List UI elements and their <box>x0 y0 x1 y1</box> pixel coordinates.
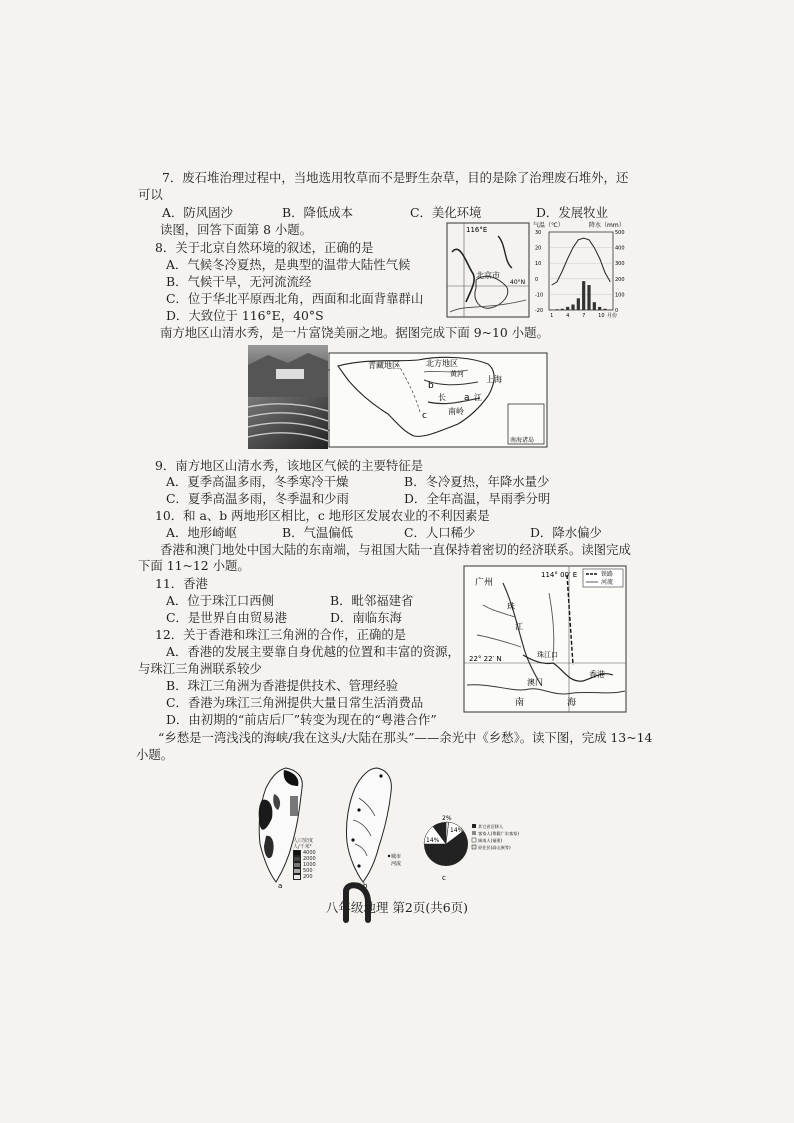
q12-option-a-line1: A．香港的发展主要靠自身优越的位置和丰富的资源， <box>166 644 460 659</box>
prd-legend-river: 河流 <box>601 579 614 586</box>
climate-right-label: 降水（mm） <box>589 222 625 229</box>
climate-frame <box>549 232 613 310</box>
q8-intro: 读图，回答下面第 8 小题。 <box>160 222 313 237</box>
china-map-a: a <box>464 393 470 403</box>
prd-macau: 澳门 <box>527 678 543 687</box>
temp-tick-label: -10 <box>535 292 544 299</box>
prd-nan: 南 <box>515 698 525 708</box>
temp-tick-label: -20 <box>535 308 544 314</box>
beijing-map-lat: 40°N <box>510 279 526 286</box>
precip-bar-month-10 <box>598 307 601 310</box>
precip-bar-month-6 <box>577 298 580 310</box>
china-map-inset: 南海诸岛 <box>510 437 535 444</box>
q7-option-c: C．美化环境 <box>410 205 482 220</box>
month-tick-label: 4 <box>566 313 570 319</box>
month-tick-label: 7 <box>582 313 586 319</box>
month-tick-label: 1 <box>550 313 554 319</box>
density-value: 4000 <box>303 850 316 856</box>
q11-option-a: A．位于珠江口西侧 <box>166 593 275 608</box>
q13-intro-line2: 小题。 <box>136 747 174 762</box>
prd-zhu: 珠 <box>507 602 515 611</box>
q12-stem: 12．关于香港和珠江三角洲的合作，正确的是 <box>155 627 407 642</box>
pearl-river-delta-map <box>463 565 627 713</box>
q10-option-c: C．人口稀少 <box>404 525 476 540</box>
precip-bar-month-11 <box>603 309 606 310</box>
china-map-qingzang: 青藏地区 <box>368 361 400 370</box>
temp-tick-label: 10 <box>535 261 542 268</box>
precip-bar-month-8 <box>587 285 590 310</box>
precip-bar-month-5 <box>571 305 574 310</box>
china-map-jiang: 江 <box>474 393 482 402</box>
q12-option-c: C．香港为珠江三角洲提供大量日常生活消费品 <box>166 695 424 710</box>
precip-bar-month-3 <box>561 309 564 310</box>
q10-option-d: D．降水偏少 <box>530 525 602 540</box>
precip-bar-month-4 <box>566 307 569 310</box>
q8-stem: 8．关于北京自然环境的叙述，正确的是 <box>155 240 374 255</box>
q9-stem: 9．南方地区山清水秀，该地区气候的主要特征是 <box>155 458 424 473</box>
precip-tick-label: 300 <box>615 261 625 268</box>
pie-legend-4: 原住民(高山族等) <box>478 845 511 850</box>
prd-hk: 香港 <box>589 670 605 679</box>
temp-tick-label: 20 <box>535 245 542 252</box>
density-value: 500 <box>303 868 313 874</box>
density-title: 人口密度 <box>293 838 314 844</box>
precip-tick-label: 500 <box>615 230 625 236</box>
pie-legend-3: 闽南人(福建) <box>478 838 503 843</box>
q10-option-a: A．地形崎岖 <box>166 525 237 540</box>
china-map-huang: 黄河 <box>450 370 464 378</box>
climate-chart <box>533 218 633 320</box>
precip-bar-month-7 <box>582 281 585 310</box>
density-value: 2000 <box>303 856 316 862</box>
q11-option-d: D．南临东海 <box>330 610 402 625</box>
q9-option-a: A．夏季高温多雨，冬季寒冷干燥 <box>166 474 349 489</box>
q13-intro-line1: “乡愁是一湾浅浅的海峡/我在这头/大陆在那头”——余光中《乡愁》。读下图，完成 13~14 <box>158 730 653 745</box>
month-tick-label: 10 <box>598 313 605 319</box>
q7-stem-line1: 7．废石堆治理过程中，当地选用牧草而不是野生杂草，目的是除了治理废石堆外，还 <box>162 170 629 185</box>
temp-tick-label: 0 <box>535 276 539 283</box>
beijing-map <box>446 222 530 318</box>
q8-option-b: B．气候干旱，无河流流经 <box>166 274 312 289</box>
precip-bar-month-2 <box>555 309 558 310</box>
q7-option-b: B．降低成本 <box>282 205 354 220</box>
q8-option-a: A．气候冬冷夏热，是典型的温带大陆性气候 <box>166 257 411 272</box>
taiwan-c-label: c <box>442 874 446 882</box>
prd-river-mouth: 珠江口 <box>537 651 558 659</box>
terrace-photos <box>248 345 328 449</box>
china-map-north: 北方地区 <box>426 359 458 368</box>
q9-option-d: D．全年高温，旱雨季分明 <box>404 491 551 506</box>
q7-stem-line2: 可以 <box>138 187 163 202</box>
prd-legend-rail: 铁路 <box>601 571 614 578</box>
prd-guangzhou: 广州 <box>475 578 494 588</box>
q11-option-b: B．毗邻福建省 <box>330 593 414 608</box>
density-swatch <box>293 874 301 880</box>
page-footer: 八年级地理 第2页(共6页) <box>325 900 469 915</box>
density-legend-row <box>293 874 316 880</box>
q11-option-c: C．是世界自由贸易港 <box>166 610 287 625</box>
q8-option-d: D．大致位于 116°E，40°S <box>166 308 324 323</box>
pie-legend-2: 客家人(粤籍广东客家) <box>478 831 519 836</box>
pie-label-14a: 14% <box>450 827 464 834</box>
q12-option-a-line2: 与珠江三角洲联系较少 <box>138 661 262 676</box>
prd-jiang: 江 <box>515 622 523 631</box>
q10-stem: 10．和 a、b 两地形区相比，c 地形区发展农业的不利因素是 <box>155 508 490 523</box>
prd-lon: 114° 00′ E <box>541 571 578 579</box>
pie-label-2: 2% <box>442 815 452 822</box>
q10-option-b: B．气温偏低 <box>282 525 354 540</box>
q11-intro-line2: 下面 11~12 小题。 <box>138 558 250 573</box>
q12-option-b: B．珠江三角洲为香港提供技术、管理经验 <box>166 678 399 693</box>
q7-option-d: D．发展牧业 <box>536 205 608 220</box>
precip-tick-label: 100 <box>615 292 625 299</box>
q9-intro: 南方地区山清水秀，是一片富饶美丽之地。据图完成下面 9~10 小题。 <box>160 325 549 340</box>
china-map-c: c <box>422 411 427 421</box>
china-south-map <box>328 352 548 448</box>
density-value: 1000 <box>303 862 316 868</box>
prd-hai: 海 <box>567 698 577 708</box>
q11-stem: 11．香港 <box>155 576 208 591</box>
precip-tick-label: 200 <box>615 276 625 283</box>
climate-left-label: 气温（℃） <box>533 222 564 229</box>
pie-label-14b: 14% <box>426 837 440 844</box>
taiwan-city-legend: 城市 <box>391 854 402 860</box>
density-value: 200 <box>303 874 313 880</box>
beijing-map-lon: 116°E <box>466 226 488 234</box>
precip-tick-label: 400 <box>615 245 625 252</box>
china-map-chang: 长 <box>438 393 446 402</box>
china-map-b: b <box>428 381 434 391</box>
q9-option-c: C．夏季高温多雨，冬季温和少雨 <box>166 491 349 506</box>
q7-option-a: A．防风固沙 <box>162 205 233 220</box>
pie-legend-1: 其它省区移入 <box>478 824 504 829</box>
china-map-shanghai: 上海 <box>486 375 502 384</box>
q9-option-b: B．冬冷夏热，年降水量少 <box>404 474 550 489</box>
q12-option-d: D．由初期的“前店后厂”转变为现在的“粤港合作” <box>166 712 437 727</box>
ethnic-pie-chart <box>420 812 532 882</box>
precip-tick-label: 0 <box>615 308 619 314</box>
taiwan-river-legend: 河流 <box>391 861 402 867</box>
q11-intro-line1: 香港和澳门地处中国大陆的东南端，与祖国大陆一直保持着密切的经济联系。读图完成 <box>160 542 631 557</box>
density-unit: 人/千米² <box>293 844 312 850</box>
temp-tick-label: 30 <box>535 230 542 236</box>
taiwan-city-map <box>333 762 409 890</box>
beijing-map-city: 北京市 <box>476 271 500 280</box>
temperature-line <box>552 238 611 285</box>
watermark-logo <box>342 880 378 924</box>
taiwan-b-label: b <box>363 882 368 890</box>
month-unit-label: 月份 <box>607 313 618 319</box>
taiwan-density-legend <box>293 838 316 880</box>
china-map-nanling: 南岭 <box>448 407 464 416</box>
q8-option-c: C．位于华北平原西北角，西面和北面背靠群山 <box>166 291 424 306</box>
taiwan-a-label: a <box>278 882 283 890</box>
precip-bar-month-9 <box>593 302 596 310</box>
prd-lat: 22° 22′ N <box>469 655 502 663</box>
